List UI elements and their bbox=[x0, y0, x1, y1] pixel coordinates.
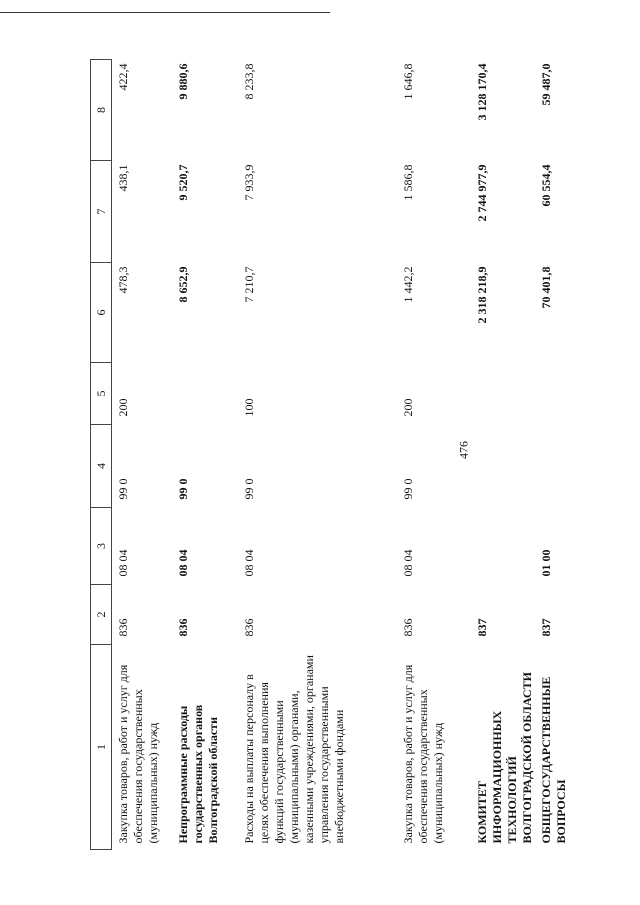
cell-expense-type bbox=[172, 363, 238, 425]
cell-target: 99 0 bbox=[242, 478, 256, 500]
col-header-3: 3 bbox=[91, 508, 112, 585]
cell-amount-6: 8 652,9 bbox=[176, 266, 190, 303]
budget-table bbox=[90, 59, 585, 850]
cell-ministry: 836 bbox=[116, 618, 130, 637]
cell-amount-6: 478,3 bbox=[116, 266, 130, 294]
col-header-5: 5 bbox=[91, 363, 112, 425]
cell-amount-6: 2 318 218,9 bbox=[475, 266, 489, 324]
row-name: Закупка товаров, работ и услуг для обеспечения государственных (муниципальных) нужд bbox=[401, 664, 445, 844]
col-header-1: 1 bbox=[91, 645, 112, 850]
row-name: Закупка товаров, работ и услуг для обеспечения государственных (муниципальных) нужд bbox=[116, 664, 160, 844]
cell-ministry: 836 bbox=[242, 618, 256, 637]
col-header-2: 2 bbox=[91, 585, 112, 645]
cell-ministry: 836 bbox=[176, 618, 190, 637]
cell-ministry: 837 bbox=[475, 618, 489, 637]
cell-amount-8: 8 233,8 bbox=[242, 63, 256, 100]
table-row bbox=[172, 60, 238, 850]
cell-amount-7: 2 744 977,9 bbox=[475, 164, 489, 222]
row-name: КОМИТЕТ ИНФОРМАЦИОННЫХ ТЕХНОЛОГИЙ ВОЛГОГРАДСКОЙ ОБЛАСТИ bbox=[475, 672, 534, 844]
cell-expense-type: 200 bbox=[401, 398, 415, 417]
row-name: ОБЩЕГОСУДАРСТВЕННЫЕ ВОПРОСЫ bbox=[539, 676, 568, 844]
cell-target bbox=[471, 425, 535, 508]
cell-amount-6: 1 442,2 bbox=[401, 266, 415, 303]
row-name: Непрограммные расходы государственных органов Волгоградской области bbox=[176, 704, 220, 844]
cell-section: 08 04 bbox=[176, 549, 190, 577]
cell-expense-type bbox=[471, 363, 535, 425]
cell-section: 08 04 bbox=[116, 549, 130, 577]
cell-amount-8: 1 646,8 bbox=[401, 63, 415, 100]
cell-section: 08 04 bbox=[401, 549, 415, 577]
cell-target: 99 0 bbox=[401, 478, 415, 500]
table-row bbox=[471, 60, 535, 850]
cell-amount-8: 3 128 170,4 bbox=[475, 63, 489, 121]
cell-target: 99 0 bbox=[176, 478, 190, 500]
col-header-4: 4 bbox=[91, 425, 112, 508]
col-header-7: 7 bbox=[91, 161, 112, 263]
cell-section: 08 04 bbox=[242, 549, 256, 577]
cell-ministry: 837 bbox=[539, 618, 553, 637]
cell-target: 99 0 bbox=[116, 478, 130, 500]
cell-amount-7: 9 520,7 bbox=[176, 164, 190, 201]
table-row bbox=[112, 60, 173, 850]
table-row bbox=[535, 60, 585, 850]
cell-expense-type: 200 bbox=[116, 398, 130, 417]
cell-amount-8: 59 487,0 bbox=[539, 63, 553, 106]
col-header-6: 6 bbox=[91, 263, 112, 363]
cell-amount-6: 7 210,7 bbox=[242, 266, 256, 303]
cell-amount-6: 70 401,8 bbox=[539, 266, 553, 309]
cell-amount-8: 9 880,6 bbox=[176, 63, 190, 100]
page-number: 476 bbox=[456, 441, 471, 459]
header-row bbox=[91, 60, 112, 850]
cell-amount-7: 438,1 bbox=[116, 164, 130, 192]
cell-expense-type: 100 bbox=[242, 398, 256, 417]
cell-section bbox=[471, 508, 535, 585]
table-row bbox=[238, 60, 397, 850]
cell-amount-7: 60 554,4 bbox=[539, 164, 553, 207]
top-rule bbox=[0, 12, 330, 13]
row-name: Расходы на выплаты персоналу в целях обеспечения выполнения функций государственными (муниципальными) органами, казенными учреждениями, органами управления государственными внебюджетными фондами bbox=[242, 655, 346, 844]
cell-target bbox=[535, 425, 585, 508]
col-header-8: 8 bbox=[91, 60, 112, 161]
budget-table-container bbox=[90, 60, 622, 850]
cell-expense-type bbox=[535, 363, 585, 425]
table-row bbox=[397, 60, 471, 850]
cell-section: 01 00 bbox=[539, 549, 553, 577]
cell-amount-7: 1 586,8 bbox=[401, 164, 415, 201]
cell-amount-7: 7 933,9 bbox=[242, 164, 256, 201]
cell-ministry: 836 bbox=[401, 618, 415, 637]
cell-amount-8: 422,4 bbox=[116, 63, 130, 91]
